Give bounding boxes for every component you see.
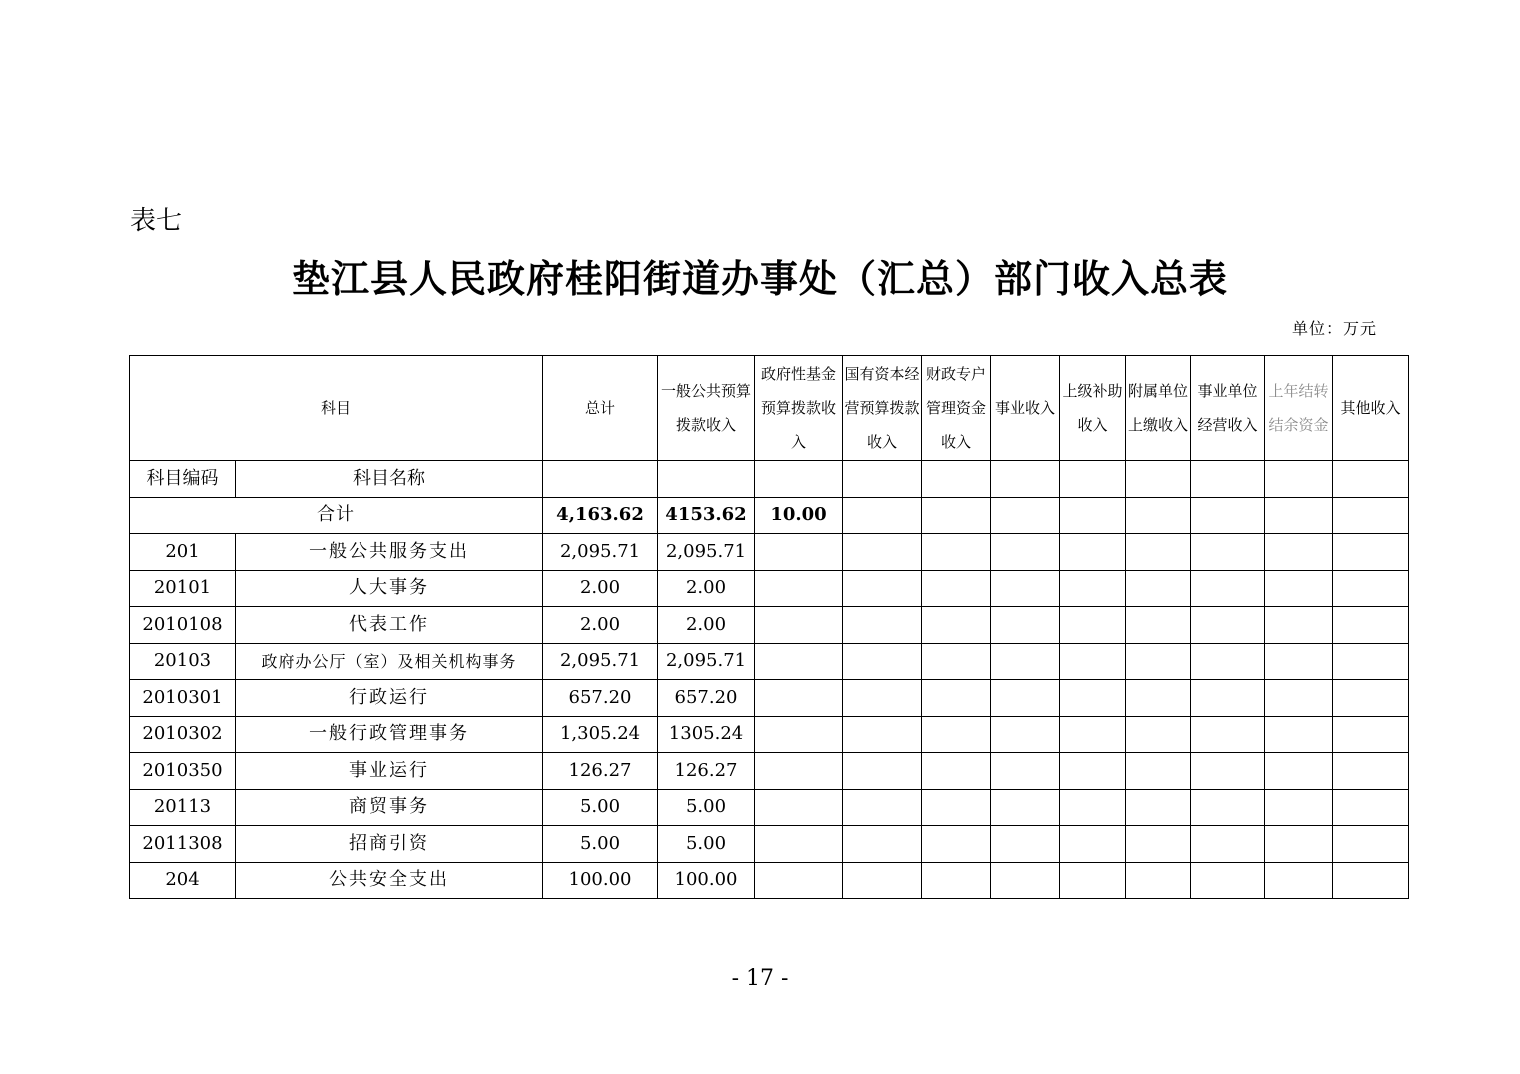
row-name: 行政运行 [236,680,543,717]
header-general-budget: 一般公共预算拨款收入 [658,356,755,461]
row-name: 招商引资 [236,826,543,863]
row-name: 人大事务 [236,570,543,607]
table-label: 表七 [130,206,183,236]
revenue-table [129,355,1409,899]
row-code: 204 [130,862,236,899]
header-carryover: 上年结转结余资金 [1265,356,1333,461]
table-row [130,826,1409,863]
table-row [130,607,1409,644]
row-name: 政府办公厅（室）及相关机构事务 [236,643,543,680]
unit-label: 单位：万元 [1292,319,1378,338]
subheader-row [130,461,1409,498]
row-total: 2,095.71 [543,643,658,680]
row-total: 2.00 [543,570,658,607]
total-label: 合计 [130,497,543,534]
table-row [130,862,1409,899]
row-code: 20103 [130,643,236,680]
row-name: 事业运行 [236,753,543,790]
row-total: 5.00 [543,826,658,863]
row-total: 657.20 [543,680,658,717]
header-superior-subsidy: 上级补助收入 [1060,356,1126,461]
header-other: 其他收入 [1333,356,1409,461]
row-code: 201 [130,534,236,571]
header-subject: 科目 [130,356,543,461]
row-total: 126.27 [543,753,658,790]
subheader-code: 科目编码 [130,461,236,498]
row-name: 商贸事务 [236,789,543,826]
document-title: 垫江县人民政府桂阳街道办事处（汇总）部门收入总表 [291,256,1228,301]
page-number: - 17 - [731,966,789,991]
row-name: 一般行政管理事务 [236,716,543,753]
header-row [130,356,1409,461]
row-general-budget: 100.00 [658,862,755,899]
row-general-budget: 2,095.71 [658,643,755,680]
row-total: 2.00 [543,607,658,644]
row-code: 2011308 [130,826,236,863]
table-row [130,643,1409,680]
header-state-capital: 国有资本经营预算拨款收入 [843,356,922,461]
row-code: 2010108 [130,607,236,644]
row-code: 2010301 [130,680,236,717]
row-code: 20101 [130,570,236,607]
table-row [130,789,1409,826]
row-general-budget: 2,095.71 [658,534,755,571]
header-affiliated: 附属单位上缴收入 [1126,356,1191,461]
total-gov-fund: 10.00 [755,497,843,534]
row-code: 2010302 [130,716,236,753]
total-row [130,497,1409,534]
header-total: 总计 [543,356,658,461]
subheader-name: 科目名称 [236,461,543,498]
header-business-income: 事业收入 [991,356,1060,461]
row-total: 5.00 [543,789,658,826]
row-code: 20113 [130,789,236,826]
row-name: 公共安全支出 [236,862,543,899]
row-total: 2,095.71 [543,534,658,571]
row-code: 2010350 [130,753,236,790]
header-business-unit: 事业单位经营收入 [1191,356,1265,461]
row-general-budget: 5.00 [658,826,755,863]
table-row [130,680,1409,717]
header-gov-fund: 政府性基金预算拨款收入 [755,356,843,461]
table-row [130,753,1409,790]
row-general-budget: 126.27 [658,753,755,790]
row-general-budget: 5.00 [658,789,755,826]
table-row [130,570,1409,607]
table-row [130,534,1409,571]
row-total: 100.00 [543,862,658,899]
row-general-budget: 2.00 [658,570,755,607]
total-general-budget: 4153.62 [658,497,755,534]
row-general-budget: 1305.24 [658,716,755,753]
row-general-budget: 2.00 [658,607,755,644]
row-general-budget: 657.20 [658,680,755,717]
row-name: 一般公共服务支出 [236,534,543,571]
total-amount: 4,163.62 [543,497,658,534]
row-name: 代表工作 [236,607,543,644]
row-total: 1,305.24 [543,716,658,753]
table-row [130,716,1409,753]
header-fiscal-special: 财政专户管理资金收入 [922,356,991,461]
